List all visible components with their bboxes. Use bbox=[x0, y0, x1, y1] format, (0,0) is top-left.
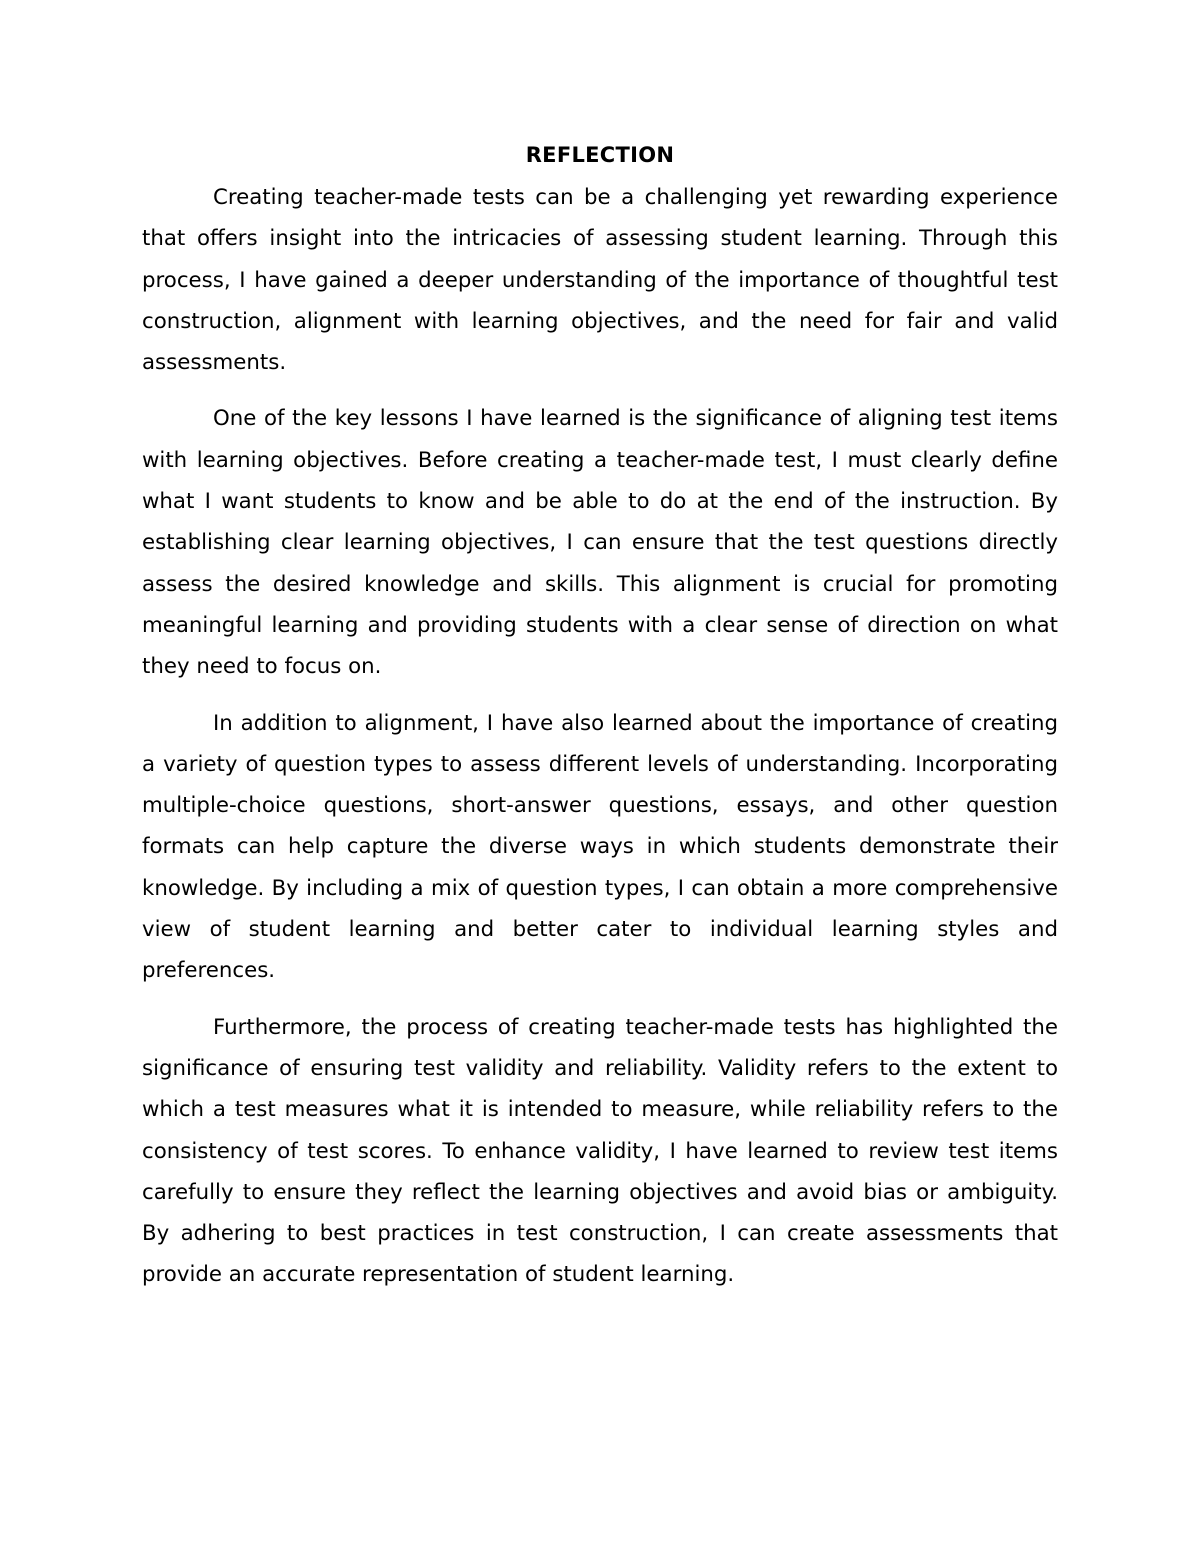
paragraph-3: In addition to alignment, I have also learned about the importance of creating a variety of question types to assess different levels of understanding. Incorporating multiple-choice questions, short-answer questions, essays, and other question formats can help capture the diverse ways in which students demonstrate their knowledge. By including a mix of question types, I can obtain a more comprehensive view of student learning and better cater to individual learning styles and preferences. bbox=[142, 710, 1058, 984]
paragraph-1: Creating teacher-made tests can be a challenging yet rewarding experience that offers insight into the intricacies of assessing student learning. Through this process, I have gained a deeper understanding of the importance of thoughtful test construction, alignment with learning objectives, and the need for fair and valid assessments. bbox=[142, 185, 1058, 376]
document-title: REFLECTION bbox=[525, 143, 675, 167]
document-body bbox=[142, 140, 1058, 1311]
paragraph-2: One of the key lessons I have learned is the significance of aligning test items with learning objectives. Before creating a teacher-made test, I must clearly define what I want students to know and be able to do at the end of the instruction. By establishing clear learning objectives, I can ensure that the test questions directly assess the desired knowledge and skills. This alignment is crucial for promoting meaningful learning and providing students with a clear sense of direction on what they need to focus on. bbox=[142, 406, 1058, 680]
paragraph-4: Furthermore, the process of creating teacher-made tests has highlighted the significance of ensuring test validity and reliability. Validity refers to the extent to which a test measures what it is intended to measure, while reliability refers to the consistency of test scores. To enhance validity, I have learned to review test items carefully to ensure they reflect the learning objectives and avoid bias or ambiguity. By adhering to best practices in test construction, I can create assessments that provide an accurate representation of student learning. bbox=[142, 1014, 1058, 1288]
